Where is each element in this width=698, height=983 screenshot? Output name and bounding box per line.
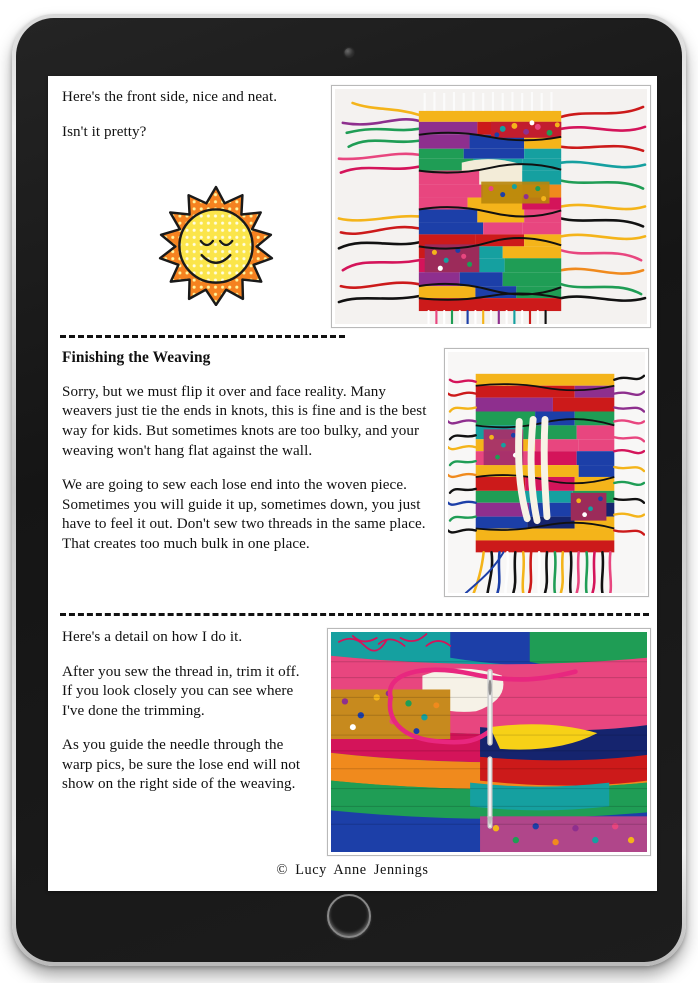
section-heading: Finishing the Weaving [62,349,211,366]
section-detail-text [62,628,310,795]
paragraph: Sorry, but we must flip it over and face reality. Many weavers just tie the ends in knots, this is fine and is the best way for kids. But sometimes knots are too bulky, and your weaving won't hang flat against the wall. [62,383,427,459]
tablet-bezel [16,18,682,962]
paragraph: We are going to sew each lose end into the woven piece. Sometimes you will guide it up, sometimes down, you just have to feel it out. Don't sew two threads in the same place. That creates too much bulk in one place. [62,477,426,552]
photo-weaving-front [331,85,651,328]
section-divider-2 [60,613,649,616]
tablet-device [12,14,686,966]
front-camera-icon [345,48,354,57]
copyright-line: © Lucy Anne Jennings [276,862,429,878]
paragraph: Isn't it pretty? [62,123,147,140]
smiling-sun-icon [155,184,277,306]
section-front-side-text [62,88,324,142]
section-finishing-text [62,348,437,554]
paragraph: After you sew the thread in, trim it off. If you look closely you can see where I've done the trimming. [62,663,300,719]
document-page [48,76,657,891]
paragraph: Here's a detail on how I do it. [62,629,243,645]
home-button[interactable] [327,894,371,938]
photo-weaving-back [444,348,649,597]
paragraph: As you guide the needle through the warp pics, be sure the lose end will not show on the right side of the weaving. [62,737,301,793]
paragraph: Here's the front side, nice and neat. [62,89,278,105]
section-divider-1 [60,335,345,338]
photo-needle-detail [327,628,651,856]
